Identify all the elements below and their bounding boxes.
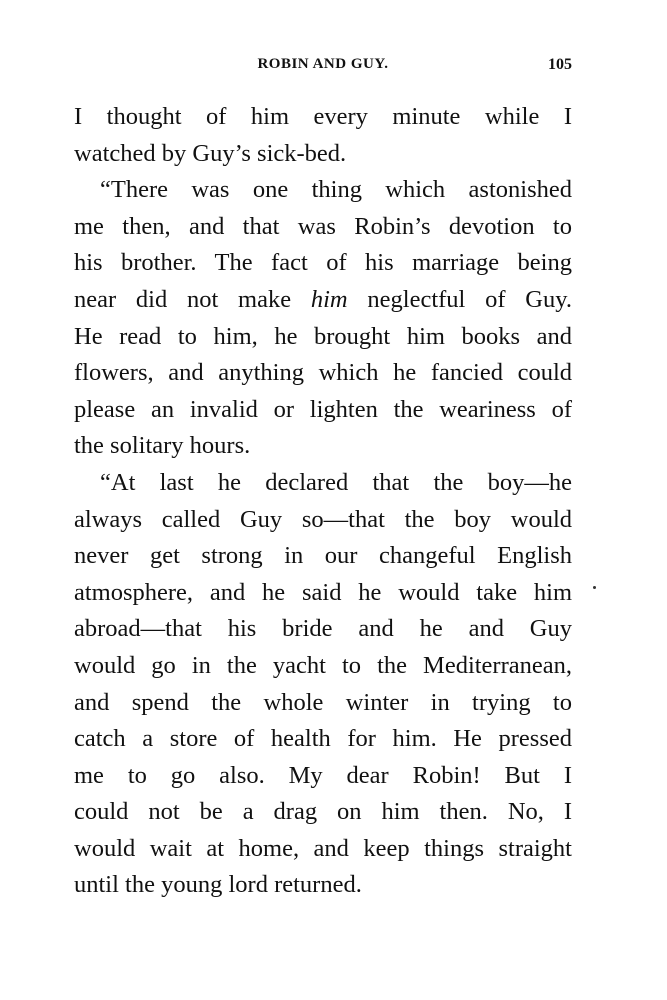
text-line: me to go also. My dear Robin! But I [74, 761, 572, 789]
text-line: the solitary hours. [74, 432, 251, 460]
text-line: would go in the yacht to the Mediterranean, [74, 651, 572, 679]
text-line: abroad—that his bride and he and Guy [74, 615, 572, 643]
text-line: until the young lord returned. [74, 871, 362, 899]
body-text [74, 99, 572, 904]
text-line: watched by Guy’s sick-bed. [74, 139, 347, 167]
text-line: catch a store of health for him. He pressed [74, 725, 572, 753]
running-head [74, 56, 572, 80]
running-title: ROBIN AND GUY. [257, 56, 389, 72]
text-line: me then, and that was Robin’s devotion to [74, 212, 572, 240]
text-line: could not be a drag on him then. No, I [74, 798, 572, 826]
text-segment: near did not make [74, 285, 311, 313]
text-line: always called Guy so—that the boy would [74, 505, 572, 533]
text-line: his brother. The fact of his marriage being [74, 249, 572, 277]
text-segment: neglectful of Guy. [347, 285, 572, 313]
emphasized-word: him [310, 285, 348, 313]
text-line: He read to him, he brought him books and [74, 322, 572, 350]
text-line: “At last he declared that the boy—he [100, 468, 572, 496]
text-line [74, 282, 572, 319]
text-line: I thought of him every minute while I [74, 103, 572, 130]
text-line: atmosphere, and he said he would take him [74, 578, 572, 606]
page-number: 105 [548, 56, 572, 73]
text-line: would wait at home, and keep things straight [74, 834, 572, 862]
text-line: and spend the whole winter in trying to [74, 688, 572, 716]
text-line: flowers, and anything which he fancied could [74, 359, 572, 387]
text-line: never get strong in our changeful English [74, 542, 572, 570]
text-line: please an invalid or lighten the weariness of [74, 395, 572, 423]
print-speck [593, 586, 596, 589]
text-line: “There was one thing which astonished [100, 176, 572, 204]
